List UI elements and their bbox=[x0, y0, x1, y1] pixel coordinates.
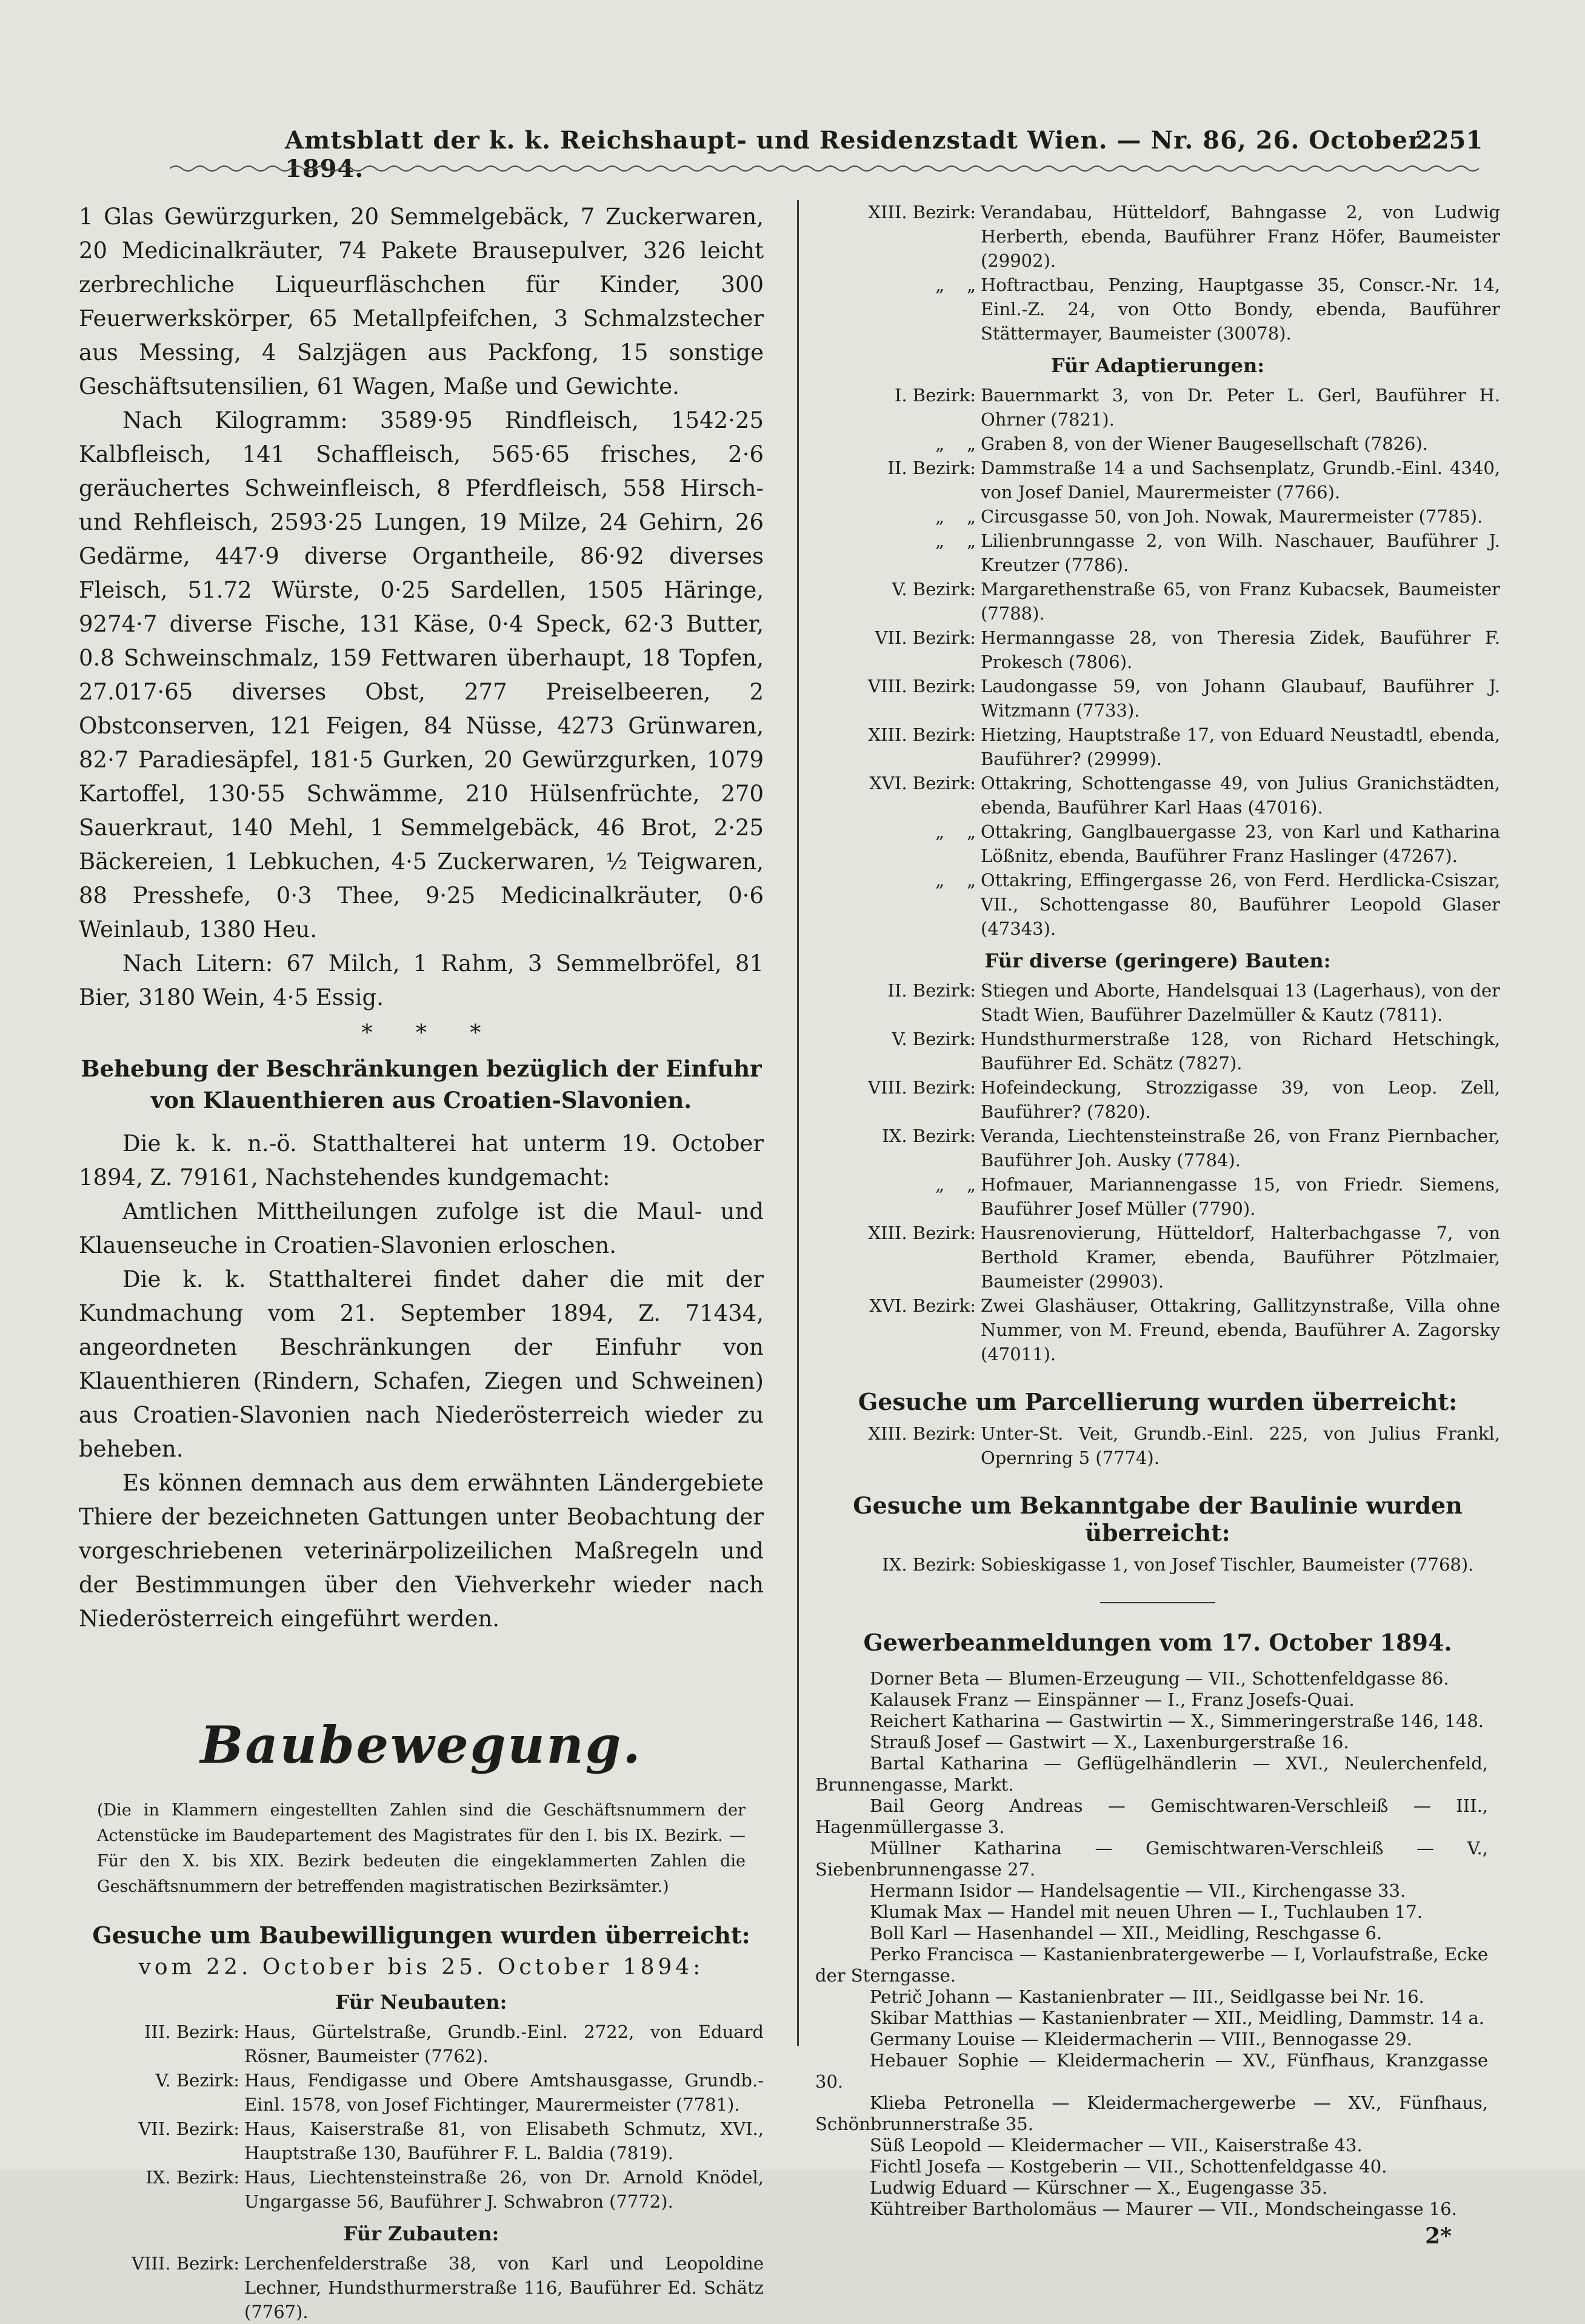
list-item bbox=[815, 504, 1500, 529]
neubauten-list bbox=[79, 2020, 764, 2214]
list-item bbox=[815, 456, 1500, 504]
paragraph-mittheilungen: Amtlichen Mittheilungen zufolge ist die Maul- und Klauenseuche in Croatien-Slavonien erloschen. bbox=[79, 1198, 764, 1258]
district-label: V. Bezirk: bbox=[892, 579, 976, 599]
list-item bbox=[815, 577, 1500, 626]
subheading-parcellierung: Gesuche um Parcellierung wurden überreicht: bbox=[858, 1388, 1458, 1415]
right-column bbox=[815, 200, 1500, 2249]
entry-text: Zwei Glashäuser, Ottakring, Gallitzynstraße, Villa ohne Nummer, von M. Freund, ebenda, Bauführer A. Zagorsky (47011). bbox=[981, 1295, 1500, 1364]
list-item bbox=[815, 626, 1500, 674]
list-item bbox=[815, 978, 1500, 1027]
district-label: XIII. Bezirk: bbox=[868, 1423, 976, 1444]
subheading-baulinie: Gesuche um Bekanntgabe der Baulinie wurden überreicht: bbox=[853, 1492, 1463, 1546]
category-diverse-bauten: Für diverse (geringere) Bauten: bbox=[984, 949, 1331, 972]
entry-text: Hoftractbau, Penzing, Hauptgasse 35, Conscr.-Nr. 14, Einl.-Z. 24, von Otto Bondy, ebenda, Bauführer Stättermayer, Baumeister (30078). bbox=[981, 275, 1500, 344]
column-divider bbox=[797, 200, 799, 2046]
category-neubauten: Für Neubauten: bbox=[335, 1991, 507, 2014]
subheading-date-range: vom 22. October bis 25. October 1894: bbox=[138, 1955, 704, 1980]
list-item bbox=[815, 1124, 1500, 1172]
list-item: Hebauer Sophie — Kleidermacherin — XV., Fünfhaus, Kranzgasse 30. bbox=[815, 2050, 1488, 2092]
district-label: IX. Bezirk: bbox=[882, 1126, 976, 1146]
list-item: Fichtl Josefa — Kostgeberin — VII., Schottenfeldgasse 40. bbox=[870, 2156, 1387, 2177]
list-item bbox=[815, 1294, 1500, 1366]
list-item: Boll Karl — Hasenhandel — XII., Meidling, Reschgasse 6. bbox=[870, 1923, 1383, 1943]
district-label: IX. Bezirk: bbox=[145, 2167, 239, 2188]
entry-text: Hausrenovierung, Hütteldorf, Halterbachgasse 7, von Berthold Kramer, ebenda, Bauführer Pötzlmaier, Baumeister (29903). bbox=[981, 1223, 1500, 1292]
entry-text: Ottakring, Ganglbauergasse 23, von Karl und Katharina Lößnitz, ebenda, Bauführer Franz Haslinger (47267). bbox=[981, 821, 1500, 866]
diverse-list bbox=[815, 978, 1500, 1366]
list-item bbox=[815, 1172, 1500, 1221]
list-item: Skibar Matthias — Kastanienbrater — XII., Meidling, Dammstr. 14 a. bbox=[870, 2008, 1484, 2028]
district-label: VII. Bezirk: bbox=[875, 627, 976, 648]
entry-text: Sobieskigasse 1, von Josef Tischler, Baumeister (7768). bbox=[981, 1554, 1474, 1575]
paragraph-einfuhr: Es können demnach aus dem erwähnten Ländergebiete Thiere der bezeichneten Gattungen unter Beobachtung der vorgeschriebenen veterinärpolizeilichen Maßregeln und der Bestimmungen über den Viehverkehr wieder nach Niederösterreich eingeführt werden. bbox=[79, 1470, 764, 1632]
list-item: Klieba Petronella — Kleidermachergewerbe — XV., Fünfhaus, Schönbrunnerstraße 35. bbox=[815, 2092, 1488, 2134]
list-item bbox=[79, 2068, 764, 2117]
list-item bbox=[815, 1552, 1500, 1577]
list-item bbox=[815, 674, 1500, 723]
paragraph-statthalterei: Die k. k. n.-ö. Statthalterei hat unterm 19. October 1894, Z. 79161, Nachstehendes kundgemacht: bbox=[79, 1130, 764, 1190]
district-label: „ „ bbox=[935, 530, 976, 551]
entry-text: Ottakring, Schottengasse 49, von Julius Granichstädten, ebenda, Bauführer Karl Haas (47016). bbox=[981, 773, 1500, 818]
entry-text: Haus, Liechtensteinstraße 26, von Dr. Arnold Knödel, Ungargasse 56, Bauführer J. Schwabron (7772). bbox=[244, 2167, 764, 2212]
entry-text: Graben 8, von der Wiener Baugesellschaft (7826). bbox=[981, 433, 1428, 454]
list-item bbox=[815, 1027, 1500, 1075]
list-item bbox=[79, 2251, 764, 2324]
district-label: „ „ bbox=[935, 275, 976, 295]
district-label: II. Bezirk: bbox=[887, 980, 976, 1001]
list-item: Ludwig Eduard — Kürschner — X., Eugengasse 35. bbox=[870, 2177, 1328, 2198]
list-item: Kalausek Franz — Einspänner — I., Franz Josefs-Quai. bbox=[870, 1689, 1355, 1710]
entry-text: Stiegen und Aborte, Handelsquai 13 (Lagerhaus), von der Stadt Wien, Bauführer Dazelmüller & Kautz (7811). bbox=[981, 980, 1500, 1025]
list-item: Petrič Johann — Kastanienbrater — III., Seidlgasse bei Nr. 16. bbox=[870, 1986, 1424, 2007]
entry-text: Circusgasse 50, von Joh. Nowak, Maurermeister (7785). bbox=[981, 506, 1483, 527]
entry-text: Haus, Fendigasse und Obere Amtshausgasse, Grundb.-Einl. 1578, von Josef Fichtinger, Maurermeister (7781). bbox=[244, 2070, 764, 2115]
paragraph-items-list: 1 Glas Gewürzgurken, 20 Semmelgebäck, 7 Zuckerwaren, 20 Medicinalkräuter, 74 Pakete Brausepulver, 326 leicht zerbrechliche Liqueurfläschchen für Kinder, 300 Feuerwerkskörper, 65 Metallpfeifchen, 3 Schmalzstecher aus Messing, 4 Salzjägen aus Packfong, 15 sonstige Geschäftsutensilien, 61 Wagen, Maße und Gewichte. bbox=[79, 204, 764, 399]
district-label: VII. Bezirk: bbox=[138, 2119, 239, 2139]
list-item: Bail Georg Andreas — Gemischtwaren-Verschleiß — III., Hagenmüllergasse 3. bbox=[815, 1795, 1488, 1837]
horizontal-rule bbox=[1100, 1602, 1215, 1603]
running-head: Amtsblatt der k. k. Reichshaupt- und Residenzstadt Wien. — Nr. 86, 26. October 1894. bbox=[285, 126, 1422, 183]
subheading-gewerbeanmeldungen: Gewerbeanmeldungen vom 17. October 1894. bbox=[863, 1629, 1452, 1656]
district-label: „ „ bbox=[935, 821, 976, 842]
list-item: Süß Leopold — Kleidermacher — VII., Kaiserstraße 43. bbox=[870, 2135, 1363, 2155]
district-label: XIII. Bezirk: bbox=[868, 1223, 976, 1243]
district-label: III. Bezirk: bbox=[144, 2022, 239, 2042]
list-item bbox=[815, 1421, 1500, 1470]
list-item bbox=[79, 2020, 764, 2068]
district-label: XIII. Bezirk: bbox=[868, 202, 976, 222]
district-label: V. Bezirk: bbox=[155, 2070, 239, 2091]
paragraph-beheben: Die k. k. Statthalterei findet daher die mit der Kundmachung vom 21. September 1894, Z. 71434, angeordneten Beschränkungen der Einfuhr von Klauenthieren (Rindern, Schafen, Ziegen und Schweinen) aus Croatien-Slavonien nach Niederösterreich wieder zu beheben. bbox=[79, 1266, 764, 1462]
section-title-baubewegung: Baubewegung. bbox=[200, 1715, 642, 1775]
entry-text: Hietzing, Hauptstraße 17, von Eduard Neustadtl, ebenda, Bauführer? (29999). bbox=[981, 724, 1500, 769]
list-item: Klumak Max — Handel mit neuen Uhren — I., Tuchlauben 17. bbox=[870, 1902, 1423, 1922]
district-label: I. Bezirk: bbox=[894, 385, 976, 406]
entry-text: Verandabau, Hütteldorf, Bahngasse 2, von Ludwig Herberth, ebenda, Bauführer Franz Höfer, Baumeister (29902). bbox=[981, 202, 1500, 271]
entry-text: Haus, Kaiserstraße 81, von Elisabeth Schmutz, XVI., Hauptstraße 130, Bauführer F. L. Baldia (7819). bbox=[244, 2119, 764, 2163]
entry-text: Unter-St. Veit, Grundb.-Einl. 225, von Julius Frankl, Opernring 5 (7774). bbox=[981, 1423, 1500, 1468]
list-item: Dorner Beta — Blumen-Erzeugung — VII., Schottenfeldgasse 86. bbox=[870, 1668, 1449, 1689]
entry-text: Lilienbrunngasse 2, von Wilh. Naschauer, Bauführer J. Kreutzer (7786). bbox=[981, 530, 1500, 575]
top-entries-list bbox=[815, 200, 1500, 346]
list-item bbox=[79, 2117, 764, 2165]
entry-text: Dammstraße 14 a und Sachsenplatz, Grundb.-Einl. 4340, von Josef Daniel, Maurermeister (7766). bbox=[981, 458, 1500, 503]
entry-text: Hofeindeckung, Strozzigasse 39, von Leop. Zell, Bauführer? (7820). bbox=[981, 1077, 1500, 1122]
paragraph-liter: Nach Litern: 67 Milch, 1 Rahm, 3 Semmelbröfel, 81 Bier, 3180 Wein, 4·5 Essig. bbox=[79, 950, 764, 1010]
list-item bbox=[815, 529, 1500, 577]
entry-text: Hundsthurmerstraße 128, von Richard Hetschingk, Bauführer Ed. Schätz (7827). bbox=[981, 1029, 1500, 1074]
adaptierungen-list bbox=[815, 383, 1500, 941]
list-item bbox=[815, 868, 1500, 941]
list-item: Bartal Katharina — Geflügelhändlerin — XVI., Neulerchenfeld, Brunnengasse, Markt. bbox=[815, 1753, 1488, 1795]
list-item: Strauß Josef — Gastwirt — X., Laxenburgerstraße 16. bbox=[870, 1732, 1349, 1752]
decorative-wavy-rule bbox=[170, 164, 1485, 173]
district-label: „ „ bbox=[935, 870, 976, 890]
district-label: XVI. Bezirk: bbox=[869, 1295, 976, 1316]
left-column bbox=[79, 200, 764, 2324]
list-item bbox=[815, 273, 1500, 346]
entry-text: Hofmauer, Mariannengasse 15, von Friedr. Siemens, Bauführer Josef Müller (7790). bbox=[981, 1174, 1500, 1219]
entry-text: Lerchenfelderstraße 38, von Karl und Leopoldine Lechner, Hundsthurmerstraße 116, Bauführer Ed. Schätz (7767). bbox=[244, 2253, 764, 2322]
district-label: „ „ bbox=[935, 506, 976, 527]
category-zubauten: Für Zubauten: bbox=[343, 2222, 499, 2245]
subheading-baubewilligungen: Gesuche um Baubewilligungen wurden überreicht: bbox=[92, 1922, 750, 1949]
signature-mark: 2* bbox=[1425, 2223, 1452, 2249]
district-label: „ „ bbox=[935, 433, 976, 454]
list-item bbox=[815, 771, 1500, 820]
gewerbe-list bbox=[815, 1668, 1500, 2220]
list-item: Müllner Katharina — Gemischtwaren-Verschleiß — V., Siebenbrunnengasse 27. bbox=[815, 1838, 1488, 1880]
entry-text: Margarethenstraße 65, von Franz Kubacsek, Baumeister (7788). bbox=[981, 579, 1500, 624]
page-number: 2251 bbox=[1415, 126, 1483, 155]
district-label: VIII. Bezirk: bbox=[132, 2253, 239, 2274]
section-separator-stars: * * * bbox=[361, 1021, 481, 1046]
entry-text: Laudongasse 59, von Johann Glaubauf, Bauführer J. Witzmann (7733). bbox=[981, 676, 1500, 721]
district-label: „ „ bbox=[935, 1174, 976, 1195]
district-label: XIII. Bezirk: bbox=[868, 724, 976, 745]
entry-text: Hermanngasse 28, von Theresia Zidek, Bauführer F. Prokesch (7806). bbox=[981, 627, 1500, 672]
entry-text: Ottakring, Effingergasse 26, von Ferd. Herdlicka-Csiszar, VII., Schottengasse 80, Bauführer Leopold Glaser (47343). bbox=[981, 870, 1500, 939]
category-adaptierungen: Für Adaptierungen: bbox=[1050, 354, 1265, 377]
section-heading-klauenthiere: Behebung der Beschränkungen bezüglich der Einfuhr von Klauenthieren aus Croatien-Slavonien. bbox=[81, 1055, 762, 1114]
list-item: Germany Louise — Kleidermacherin — VIII., Bennogasse 29. bbox=[870, 2029, 1412, 2049]
entry-text: Haus, Gürtelstraße, Grundb.-Einl. 2722, von Eduard Rösner, Baumeister (7762). bbox=[244, 2022, 764, 2066]
zubauten-list bbox=[79, 2251, 764, 2324]
list-item bbox=[815, 723, 1500, 771]
district-label: IX. Bezirk: bbox=[882, 1554, 976, 1575]
list-item bbox=[79, 2165, 764, 2214]
list-item bbox=[815, 1221, 1500, 1294]
district-label: XVI. Bezirk: bbox=[869, 773, 976, 793]
entry-text: Bauernmarkt 3, von Dr. Peter L. Gerl, Bauführer H. Ohrner (7821). bbox=[981, 385, 1500, 430]
list-item bbox=[815, 820, 1500, 868]
list-item: Reichert Katharina — Gastwirtin — X., Simmeringerstraße 146, 148. bbox=[870, 1711, 1484, 1731]
list-item: Hermann Isidor — Handelsagentie — VII., Kirchengasse 33. bbox=[870, 1880, 1406, 1901]
list-item: Kühtreiber Bartholomäus — Maurer — VII., Mondscheingasse 16. bbox=[870, 2199, 1457, 2219]
district-label: VIII. Bezirk: bbox=[868, 1077, 976, 1098]
list-item bbox=[815, 1075, 1500, 1124]
district-label: II. Bezirk: bbox=[887, 458, 976, 478]
list-item bbox=[815, 432, 1500, 456]
list-item: Perko Francisca — Kastanienbratergewerbe — I, Vorlaufstraße, Ecke der Sterngasse. bbox=[815, 1944, 1488, 1986]
paragraph-kilogramm: Nach Kilogramm: 3589·95 Rindfleisch, 1542·25 Kalbfleisch, 141 Schaffleisch, 565·65 frisches, 2·6 geräuchertes Schweinfleisch, 8 Pferdfleisch, 558 Hirsch- und Rehfleisch, 2593·25 Lungen, 19 Milze, 24 Gehirn, 26 Gedärme, 447·9 diverse Organtheile, 86·92 diverses Fleisch, 51.72 Würste, 0·25 Sardellen, 1505 Häringe, 9274·7 diverse Fische, 131 Käse, 0·4 Speck, 62·3 Butter, 0.8 Schweinschmalz, 159 Fettwaren überhaupt, 18 Topfen, 27.017·65 diverses Obst, 277 Preiselbeeren, 2 Obstconserven, 121 Feigen, 84 Nüsse, 4273 Grünwaren, 82·7 Paradiesäpfel, 181·5 Gurken, 20 Gewürzgurken, 1079 Kartoffel, 130·55 Schwämme, 210 Hülsenfrüchte, 270 Sauerkraut, 140 Mehl, 1 Semmelgebäck, 46 Brot, 2·25 Bäckereien, 1 Lebkuchen, 4·5 Zuckerwaren, ½ Teigwaren, 88 Presshefe, 0·3 Thee, 9·25 Medicinalkräuter, 0·6 Weinlaub, 1380 Heu. bbox=[79, 407, 764, 943]
list-item bbox=[815, 383, 1500, 432]
district-label: VIII. Bezirk: bbox=[868, 676, 976, 696]
list-item bbox=[815, 200, 1500, 273]
district-label: V. Bezirk: bbox=[892, 1029, 976, 1049]
entry-text: Veranda, Liechtensteinstraße 26, von Franz Piernbacher, Bauführer Joh. Ausky (7784). bbox=[981, 1126, 1500, 1170]
explanatory-note: (Die in Klammern eingestellten Zahlen sind die Geschäftsnummern der Actenstücke im Baudepartement des Magistrates für den I. bis IX. Bezirk. — Für den X. bis XIX. Bezirk bedeuten die eingeklammerten Zahlen die Geschäftsnummern der betreffenden magistratischen Bezirksämter.) bbox=[97, 1801, 746, 1896]
